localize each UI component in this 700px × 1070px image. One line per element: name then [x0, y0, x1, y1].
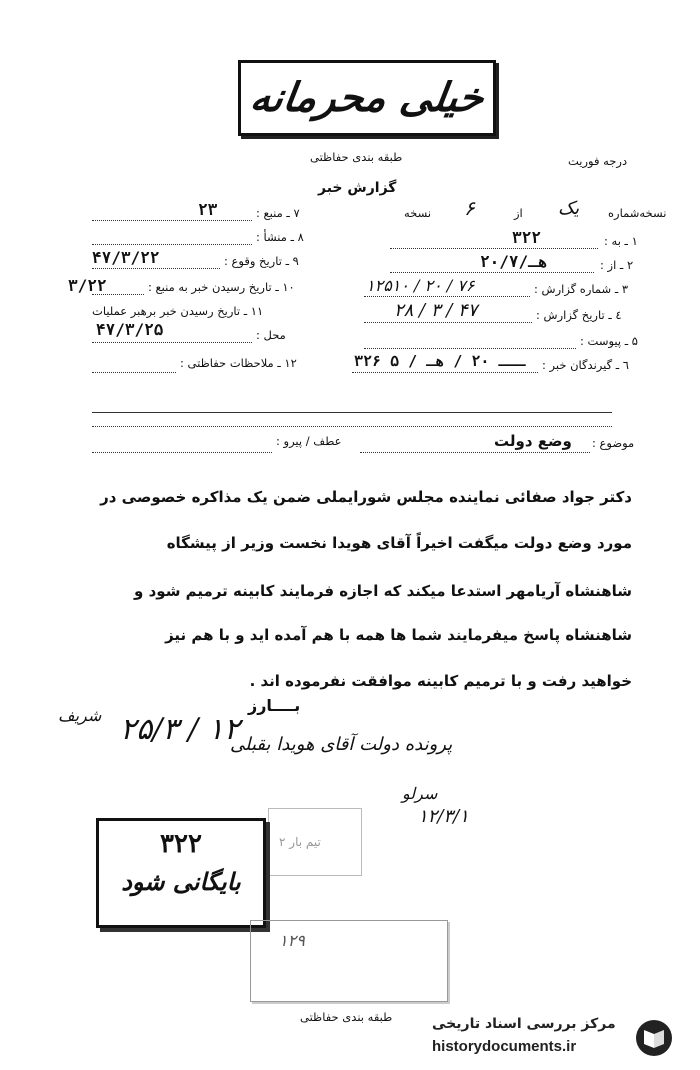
archive-number: ۳۲۲: [160, 829, 202, 859]
watermark-url: historydocuments.ir: [432, 1038, 577, 1055]
field-report-number-value: ۱۲۵۱۰ / ۲۰ / ۷۶: [366, 276, 475, 295]
field-place-label: محل :: [256, 328, 286, 342]
body-line-2: مورد وضع دولت میگفت اخیراً آقای هویدا نخست وزیر از پیشگاه: [166, 534, 632, 552]
document-title: گزارش خبر: [318, 180, 397, 196]
field-from-value: ۲۰/هـ/۷: [480, 252, 548, 271]
field-to-value: ۳۲۲: [512, 228, 541, 247]
copy-total-hand: ۶: [464, 196, 475, 220]
subject-label: موضوع :: [592, 436, 635, 450]
footer-stamp: [250, 920, 448, 1002]
body-line-1: دکتر جواد صفائی نماینده مجلس شورایملی ضمن یک مذاکره خصوصی در: [100, 488, 632, 506]
archive-stamp: [96, 818, 266, 928]
copy-number-hand: یک: [558, 198, 580, 219]
faint-stamp-text: تیم بار ۲: [279, 835, 321, 849]
field-from-label: ۲ ـ از :: [600, 258, 634, 272]
handwritten-name: شریف: [58, 706, 102, 725]
field-source-receipt-value: ۳/۲۲: [68, 276, 107, 295]
classification-label: طبقه بندی حفاظتی: [310, 150, 403, 164]
footer-stamp-number: ۱۲۹: [279, 931, 305, 950]
body-line-5: خواهید رفت و با ترمیم کابینه موافقت نفرموده اند .: [249, 672, 632, 690]
field-security-notes-label: ۱۲ ـ ملاحظات حفاظتی :: [180, 356, 297, 370]
field-report-number-label: ۳ ـ شماره گزارش :: [534, 282, 629, 296]
faint-stamp: [268, 808, 362, 876]
field-recipients-value: ۳۲۶ ـــ ۲۰ / هـ / ۵: [354, 352, 526, 370]
top-secret-stamp-text: خیلی محرمانه: [247, 74, 487, 121]
footer-classification: طبقه بندی حفاظتی: [300, 1010, 393, 1024]
field-source-receipt-label: ۱۰ ـ تاریخ رسیدن خبر به منبع :: [148, 280, 295, 294]
signature-stamp: بــــارز: [248, 696, 301, 715]
field-occurrence-date-label: ۹ ـ تاریخ وقوع :: [224, 254, 299, 268]
body-line-3: شاهنشاه آریامهر استدعا میکند که اجازه فرمایند کابینه ترمیم شود و: [134, 582, 632, 600]
top-secret-stamp: [238, 60, 496, 136]
field-source-value: ۲۳: [198, 200, 218, 219]
copy-number-label: نسخه‌شماره: [608, 206, 667, 220]
from-label: از: [514, 206, 523, 220]
field-recipients-label: ٦ ـ گیرندگان خبر :: [542, 358, 629, 372]
handwritten-small-date: ۱۲/۳/۱: [418, 806, 469, 827]
handwritten-date: ۲۵/۳ / ۱۲: [120, 712, 240, 747]
priority-label: درجه فوریت: [568, 154, 628, 168]
field-report-date-value: ۲۸ / ۳ / ۴۷: [394, 300, 478, 321]
handwritten-file-note: پرونده دولت آقای هویدا بقبلی: [230, 734, 453, 755]
field-leader-receipt-value: ۴۷/۳/۲۵: [96, 320, 164, 339]
archive-text: بایگانی شود: [121, 867, 241, 896]
field-to-label: ۱ ـ به :: [604, 234, 638, 248]
copy-label: نسخه: [404, 206, 432, 220]
watermark-title: مرکز بررسی اسناد تاریخی: [432, 1016, 616, 1032]
field-attachment-label: ۵ ـ پیوست :: [580, 334, 638, 348]
field-leader-receipt-label: ۱۱ ـ تاریخ رسیدن خبر برهبر عملیات: [92, 304, 264, 318]
field-source-label: ۷ ـ منبع :: [256, 206, 300, 220]
field-report-date-label: ٤ ـ تاریخ گزارش :: [536, 308, 622, 322]
book-logo-icon: [634, 1018, 674, 1058]
field-occurrence-date-value: ۴۷/۳/۲۲: [92, 248, 160, 267]
subject-value: وضع دولت: [494, 432, 572, 450]
body-line-4: شاهنشاه پاسخ میفرمایند شما ها همه با هم آمده اید و با هم نیز: [165, 626, 632, 644]
handwritten-initials: سرلو: [402, 784, 438, 803]
field-origin-label: ۸ ـ منشأ :: [256, 230, 304, 244]
reference-label: عطف / پیرو :: [276, 434, 342, 448]
